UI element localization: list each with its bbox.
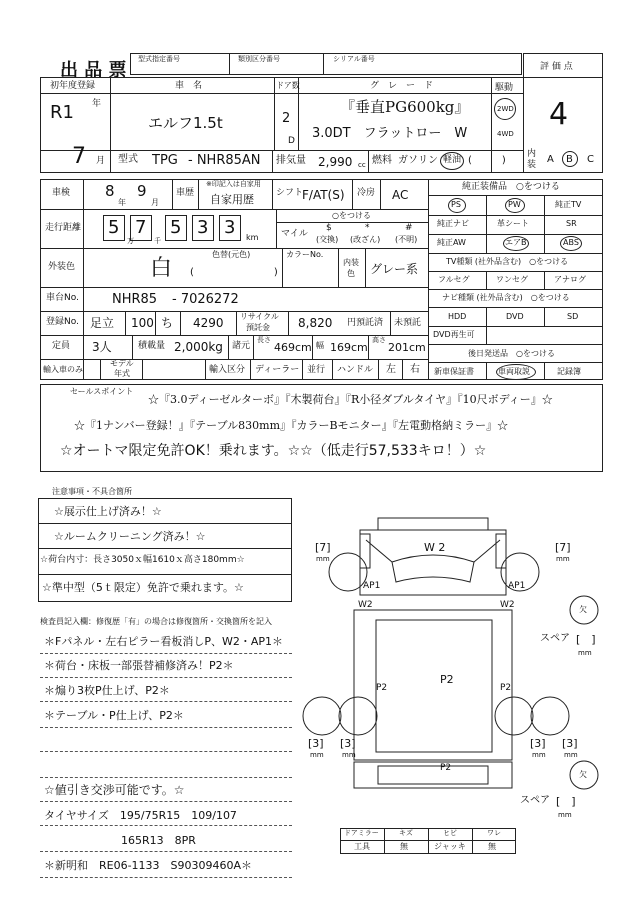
fuel-label: 燃料 [372,155,392,166]
color-no-label: カラーNo. [286,250,324,259]
diagram-w2-top: W 2 [424,541,446,554]
tire-rear-right-outer: [3] [562,737,578,750]
tire-rear-left-inner: [3] [340,737,356,750]
navi-dvd[interactable]: DVD [506,312,524,321]
load-value: 2,000kg [174,340,223,354]
tools-header-mirror: ドアミラー [344,829,379,837]
tv-oneseg[interactable]: ワンセグ [496,275,528,284]
fuel-gasoline[interactable]: ガソリン [398,155,438,166]
drive-4wd: 4WD [497,130,514,138]
diagram-ap1-left: AP1 [363,581,381,591]
tools-header-crack: ヒビ [443,829,457,837]
grade-label: グ レ ー ド [370,81,434,91]
equip-navi[interactable]: 純正ナビ [437,219,469,228]
grade-line-1: 『垂直PG600kg』 [340,98,470,116]
car-name-label: 車 名 [175,81,203,91]
tools-row-tools: 工具 [354,842,370,851]
tools-header-break: ワレ [487,829,501,837]
sales-point-line-1: ☆『3.0ディーゼルターボ』『木製荷台』『R小径ダブルタイヤ』『10尺ボディー』☆ [148,393,553,406]
equip-leather[interactable]: 革シート [497,219,529,228]
navi-type-header: ナビ種類 (社外品含む) ○をつける [442,293,570,302]
interior-color-label-2: 色 [347,269,355,278]
windshield [392,555,474,582]
recycle-unpaid[interactable]: 未預託 [394,318,422,328]
model-year-label-2: 年式 [114,369,130,378]
diagram-p2-left: P2 [376,683,388,693]
inspector-label: 検査員記入欄：修復歴「有」の場合は修復箇所・交換箇所を記入 [40,617,272,626]
usage-value[interactable]: 自家用歴 [210,193,254,206]
width-value: 169cm [330,341,368,354]
meter-opt3-text: (不明) [395,235,418,244]
front-left-wheel [329,553,367,591]
unit-man: 万 [127,237,134,245]
rear-right-outer-wheel [531,697,569,735]
tire-front-right: [7] [555,541,571,554]
model-code-label: 型式指定番号 [138,55,180,63]
meter-opt3-sym[interactable]: # [405,223,413,233]
interior-color-value: グレー系 [370,262,419,276]
navi-sd[interactable]: SD [567,312,579,321]
mileage-digit: 5 [108,217,120,238]
recycle-status[interactable]: 円預託済 [347,318,384,328]
usage-note: ※印記入は自家用 [206,180,261,188]
chassis-number: - 7026272 [172,292,239,307]
tire-unit: mm [556,555,570,563]
spare-1-bracket: [ ] [576,633,596,646]
inspector-item: ＊荷台・床板一部張替補修済み！P2＊ [44,659,234,672]
inspector-item: ＊Fパネル・左右ピラー看板消しP、W2・AP1＊ [44,635,283,648]
rear-left-inner-wheel [339,697,377,735]
note-item: ☆ルームクリーニング済み！☆ [54,530,206,543]
tire-unit: mm [558,811,572,819]
displacement-label: 排気量 [276,155,306,166]
model-prefix: TPG [152,153,178,168]
color-change-note: 色替(元色) [212,250,251,259]
tire-unit: mm [532,751,546,759]
inspection-month-unit: 月 [151,198,159,207]
model-value: - NHR85AN [188,153,261,168]
after-records[interactable]: 記録簿 [557,367,581,376]
rating-label: 評 価 点 [540,62,573,72]
recycle-amount: 8,820 [298,316,333,330]
sales-point-line-3: ☆オートマ限定免許OK！乗れます。☆☆（低走行57,533キロ！）☆ [60,443,487,459]
diagram-p2-bottom: P2 [440,763,452,773]
interior-label-2: 装 [527,160,537,170]
aircon-value: AC [392,188,409,202]
diagram-w2-left: W2 [358,600,373,610]
height-label: 高さ [372,336,386,344]
shift-value: F/AT(S) [302,188,345,202]
equip-tv[interactable]: 純正TV [555,200,582,209]
aircon-label: 冷房 [357,188,376,198]
drive-label: 駆動 [495,83,514,93]
reg-number: 4290 [193,316,224,330]
navi-hdd[interactable]: HDD [448,312,467,321]
inspection-month: 9 [137,182,147,200]
meter-label: マイル [281,229,308,239]
spare-2-missing: 欠 [579,770,587,779]
note-item: ☆準中型（5ｔ限定）免許で乗れます。☆ [42,581,244,594]
inspector-item: ＊新明和 RE06-1133 S90309460A＊ [44,859,253,872]
tire-unit: mm [342,751,356,759]
inspector-item: タイヤサイズ 195/75R15 109/107 [44,809,237,822]
after-ship-header: 後日発送品 ○をつける [468,349,555,358]
import-class-label: 輸入区分 [209,365,246,375]
meter-note: ○をつける [332,211,371,220]
mileage-digit: 5 [170,217,182,238]
page-title: 出 品 票 [60,60,127,81]
diagram-ap1-right: AP1 [508,581,526,591]
first-reg-era: R1 [50,102,74,123]
shift-label: シフト [276,188,304,198]
recycle-label-1: リサイクル [240,312,279,321]
exterior-color-value: 白 [150,256,173,281]
meter-opt2-sym[interactable]: * [365,223,370,233]
meter-opt1-sym[interactable]: $ [326,223,332,233]
first-reg-label: 初年度登録 [50,81,96,91]
rating-value: 4 [549,97,569,132]
tools-row-value: 無 [400,842,408,851]
tire-unit: mm [310,751,324,759]
unit-km: km [246,233,259,242]
after-warranty[interactable]: 新車保証書 [434,367,474,376]
inspector-item: ＊テーブル・P仕上げ、P2＊ [44,709,184,722]
inspector-item: ☆値引き交渉可能です。☆ [44,783,185,797]
equip-sr[interactable]: SR [566,219,577,228]
year-unit: 年 [92,99,102,109]
tire-front-left: [7] [315,541,331,554]
inspection-label: 車検 [52,188,71,198]
month-unit: 月 [96,156,106,166]
equip-aw[interactable]: 純正AW [437,238,466,247]
width-label: 幅 [316,341,324,350]
reg-area: 足立 [90,316,115,330]
first-reg-month: 7 [72,144,86,169]
fuel-diesel: 軽油 [443,155,462,165]
mileage-digit: 3 [224,217,236,238]
serial-label: シリアル番号 [333,55,375,63]
reg-kana: ち [161,316,174,330]
tools-row-value: 無 [488,842,496,851]
load-label: 積載量 [138,341,166,351]
tv-type-header: TV種類 (社外品含む) ○をつける [446,257,569,266]
sales-point-line-2: ☆『1ナンバー登録！』『テーブル830mm』『カラーBモニター』『左電動格納ミラー』☆ [74,419,509,432]
meter-opt1-text: (交換) [316,235,339,244]
spare-1-missing: 欠 [579,605,587,614]
sales-points-label: セールスポイント [70,387,134,396]
dims-label: 諸元 [232,341,251,351]
drive-2wd: 2WD [497,105,514,113]
displacement-unit: cc [358,161,366,169]
fuel-other: ( ) [468,155,506,166]
inspector-item: ＊煽り3枚P仕上げ、P2＊ [44,684,170,697]
tire-rear-left-outer: [3] [308,737,324,750]
chassis-prefix: NHR85 [112,292,158,307]
navi-dvd-play[interactable]: DVD再生可 [433,330,475,339]
class-code-label: 類別区分番号 [238,55,280,63]
equip-pw: PW [508,200,521,209]
tv-fullseg[interactable]: フルセグ [438,275,470,284]
doors-value: 2 [282,111,291,126]
equip-abs: ABS [563,238,579,247]
reg-class: 100 [131,316,154,330]
displacement-value: 2,990 [318,155,353,169]
model-year-label-1: モデル [110,359,134,368]
model-label: 型式 [118,154,138,165]
rear-right-inner-wheel [495,697,533,735]
interior-grade-c[interactable]: C [587,154,594,165]
meter-opt2-text: (改ざん) [350,235,381,244]
tools-row-jack: ジャッキ [434,842,466,851]
diagram-w2-right: W2 [500,600,515,610]
spare-1-label: スペア [540,633,570,644]
exterior-color-label: 外装色 [48,262,76,272]
interior-color-label-1: 内装 [343,258,359,267]
equip-ps: PS [451,200,461,209]
mileage-digit: 3 [197,217,209,238]
tv-analog[interactable]: アナログ [554,275,586,284]
equip-airbag: エアB [505,238,527,247]
after-manual: 車両取説 [498,367,530,376]
tire-unit: mm [316,555,330,563]
diagram-p2-right: P2 [500,683,512,693]
import-label: 輸入車のみ [43,365,83,374]
door-type: D [288,136,295,146]
interior-grade-a[interactable]: A [547,154,554,165]
dealer-label[interactable]: ディーラー [255,365,300,375]
spare-2-label: スペア [520,795,550,806]
note-item: ☆展示仕上げ済み！☆ [54,505,162,518]
mileage-label: 走行距離 [45,223,82,233]
diagram-p2-center: P2 [440,673,454,686]
usage-label: 車歴 [176,188,195,198]
car-name: エルフ1.5t [148,114,223,132]
chassis-label: 車台No. [46,293,79,303]
tire-unit: mm [578,649,592,657]
unit-sen: 千 [154,237,161,245]
handle-right[interactable]: 右 [410,364,420,375]
rear-left-outer-wheel [303,697,341,735]
capacity-value: 3人 [92,340,112,354]
inspection-year-unit: 年 [118,198,126,207]
inspector-item: 165R13 8PR [44,834,196,847]
tire-unit: mm [564,751,578,759]
length-value: 469cm [274,341,312,354]
capacity-label: 定員 [52,341,71,351]
handle-left[interactable]: 左 [386,364,396,375]
registration-label: 登録No. [46,317,79,327]
inspection-year: 8 [105,182,115,200]
tools-header-scratch: キズ [399,829,413,837]
parallel-label[interactable]: 並行 [307,365,326,375]
grade-line-2: 3.0DT フラットロー W [312,126,468,141]
note-item: ☆荷台内寸：長さ3050ｘ幅1610ｘ高さ180mm☆ [40,555,245,565]
doors-label: ドア数 [276,81,300,90]
original-color: ( ) [190,267,278,278]
height-value: 201cm [388,341,426,354]
interior-label-1: 内 [527,149,537,159]
handle-label: ハンドル [337,365,374,375]
length-label: 長さ [257,336,271,344]
recycle-label-2: 預託金 [246,323,270,332]
tire-rear-right-inner: [3] [530,737,546,750]
equipment-header: 純正装備品 ○をつける [462,182,560,192]
interior-grade-b: B [566,154,573,165]
mileage-digit: 7 [135,217,147,238]
spare-2-bracket: [ ] [556,795,576,808]
notes-label: 注意事項・不具合箇所 [52,487,132,496]
